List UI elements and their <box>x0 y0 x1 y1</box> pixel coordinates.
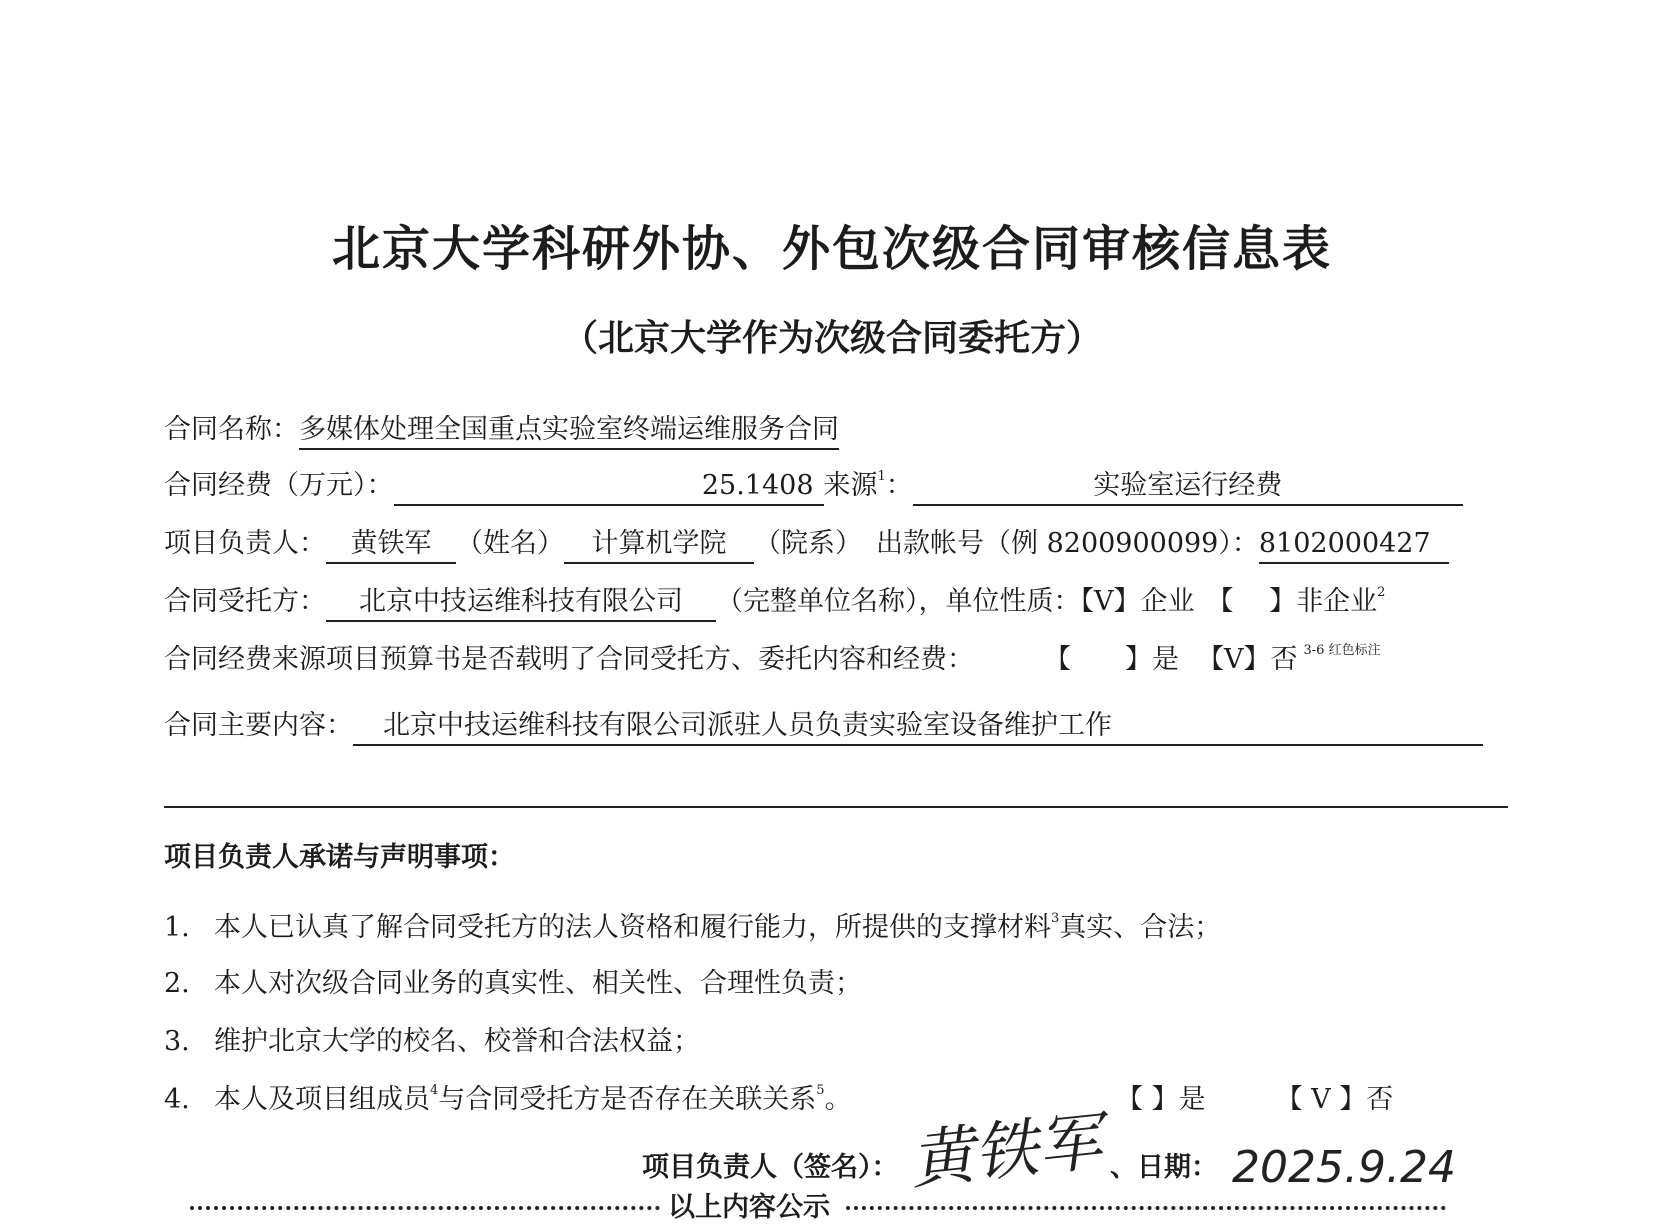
account-label: 出款帐号（例 8200900099）： <box>876 528 1259 559</box>
page-title: 北京大学科研外协、外包次级合同审核信息表 <box>331 221 1332 277</box>
source-footnote-mark: 1 <box>877 469 886 484</box>
pledge-item-3-number: 3. <box>164 1026 190 1057</box>
contract-name-row <box>164 412 839 450</box>
related-yes-label: 是 <box>1178 1084 1206 1115</box>
fee-label: 合同经费（万元）： <box>164 470 394 501</box>
non-enterprise-footnote-mark: 2 <box>1377 585 1386 600</box>
pledge-item-1-number: 1. <box>164 912 190 943</box>
pledge-item-3 <box>164 1024 700 1060</box>
trustee-value: 北京中技运维科技有限公司 <box>326 584 716 622</box>
source-value: 实验室运行经费 <box>913 468 1463 506</box>
pledge-item-4-text-middle: 与合同受托方是否存在关联关系 <box>438 1084 817 1115</box>
budget-yes-label: 是 <box>1152 644 1179 675</box>
pledge-item-4-period: 。 <box>824 1084 852 1115</box>
content-value: 北京中技运维科技有限公司派驻人员负责实验室设备维护工作 <box>353 708 1483 746</box>
handwritten-date: 2025.9.24 <box>1232 1142 1456 1193</box>
content-label: 合同主要内容： <box>164 710 353 741</box>
pledge-item-2 <box>164 966 862 1002</box>
notice-dots-left <box>190 1206 660 1210</box>
source-colon: ： <box>885 470 913 501</box>
pledge-item-4-options <box>1116 1082 1393 1118</box>
department-hint: （院系） <box>754 528 862 559</box>
contract-name-label: 合同名称： <box>164 414 299 445</box>
pi-name-hint: （姓名） <box>456 528 564 559</box>
public-notice: 以上内容公示 <box>668 1192 830 1223</box>
notice-dots-right <box>846 1206 1446 1210</box>
trustee-hint: （完整单位名称），单位性质： <box>716 586 1081 617</box>
pledge-item-4-footnote-a: 4 <box>430 1083 439 1098</box>
related-yes-checkbox: 【 】 <box>1116 1084 1179 1115</box>
pledge-item-4-number: 4. <box>164 1084 190 1115</box>
signature-label: 项目负责人（签名）： <box>642 1152 899 1183</box>
pledge-heading: 项目负责人承诺与声明事项： <box>164 842 515 873</box>
date-label: 、日期： <box>1110 1152 1218 1183</box>
pledge-item-1 <box>164 910 1221 951</box>
budget-no-label: 否 <box>1270 644 1298 675</box>
pledge-item-1-footnote: 3 <box>1051 911 1060 926</box>
department-value: 计算机学院 <box>564 526 754 564</box>
content-row <box>164 708 1483 746</box>
fee-value: 25.1408 <box>394 468 824 506</box>
page-subtitle: （北京大学作为次级合同委托方） <box>561 317 1102 359</box>
related-no-checkbox: 【 V 】 <box>1275 1084 1367 1115</box>
pledge-item-4-text: 本人及项目组成员 <box>214 1084 430 1115</box>
trustee-row <box>164 584 1385 625</box>
pi-row <box>164 526 1449 564</box>
account-value: 8102000427 <box>1259 526 1449 564</box>
pledge-item-2-number: 2. <box>164 968 190 999</box>
enterprise-checkbox: 【V】 <box>1080 586 1141 617</box>
pi-label: 项目负责人： <box>164 528 326 559</box>
trustee-label: 合同受托方： <box>164 586 326 617</box>
pledge-item-4-footnote-b: 5 <box>816 1083 825 1098</box>
pledge-item-4 <box>164 1082 852 1123</box>
budget-question: 合同经费来源项目预算书是否载明了合同受托方、委托内容和经费： <box>164 644 974 675</box>
pledge-item-1-text: 本人已认真了解合同受托方的法人资格和履行能力，所提供的支撑材料 <box>214 912 1051 943</box>
budget-footnote-note: 3-6 红色标注 <box>1303 643 1381 658</box>
budget-yes-checkbox: 【 】 <box>1044 644 1152 675</box>
non-enterprise-label: 非企业 <box>1296 586 1378 617</box>
budget-no-checkbox: 【V】 <box>1197 644 1271 675</box>
non-enterprise-checkbox: 【 】 <box>1206 586 1297 617</box>
enterprise-label: 企业 <box>1140 586 1195 617</box>
pledge-item-3-text: 维护北京大学的校名、校誉和合法权益； <box>214 1026 700 1057</box>
related-no-label: 否 <box>1366 1084 1394 1115</box>
pledge-item-2-text: 本人对次级合同业务的真实性、相关性、合理性负责； <box>214 968 862 999</box>
budget-row <box>164 642 1381 683</box>
contract-fee-row <box>164 468 1463 509</box>
handwritten-signature: 黄铁军 <box>906 1105 1106 1199</box>
pledge-item-1-text-end: 真实、合法； <box>1059 912 1222 943</box>
pi-name: 黄铁军 <box>326 526 456 564</box>
contract-name-value: 多媒体处理全国重点实验室终端运维服务合同 <box>299 412 839 450</box>
content-blank-line <box>164 806 1508 808</box>
source-label: 来源 <box>823 470 878 501</box>
